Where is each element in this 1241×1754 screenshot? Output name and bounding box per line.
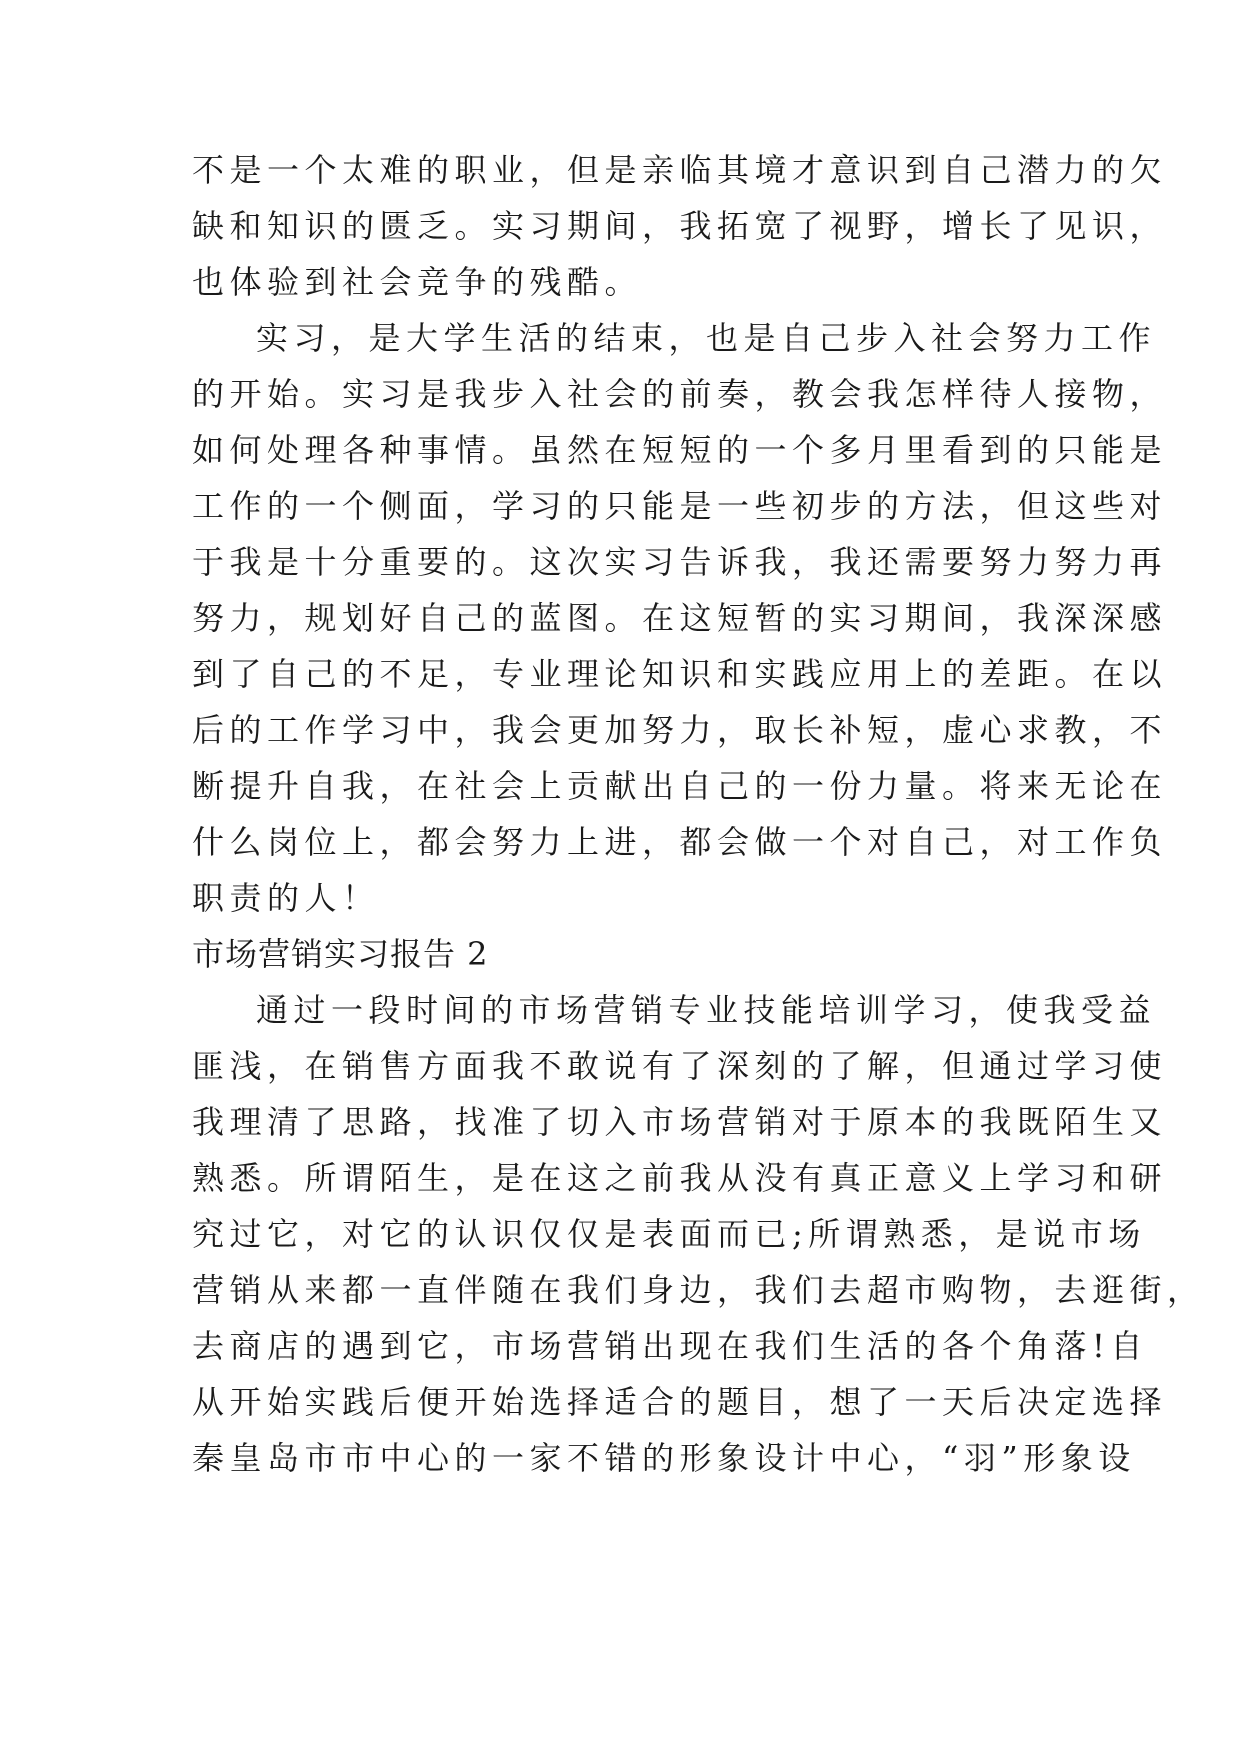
body-text-line: 缺和知识的匮乏。实习期间，我拓宽了视野，增长了见识， — [192, 207, 1168, 245]
body-text-line: 职责的人！ — [192, 879, 380, 917]
body-text-line: 的开始。实习是我步入社会的前奏，教会我怎样待人接物， — [192, 375, 1168, 413]
body-text-line: 努力，规划好自己的蓝图。在这短暂的实习期间，我深深感 — [192, 599, 1168, 637]
body-text-line: 后的工作学习中，我会更加努力，取长补短，虚心求教，不 — [192, 711, 1168, 749]
paragraph-first-line: 实习，是大学生活的结束，也是自己步入社会努力工作 — [256, 319, 1157, 357]
body-text-line: 我理清了思路，找准了切入市场营销对于原本的我既陌生又 — [192, 1103, 1168, 1141]
body-text-line: 不是一个太难的职业，但是亲临其境才意识到自己潜力的欠 — [192, 151, 1168, 189]
body-text-line: 熟悉。所谓陌生，是在这之前我从没有真正意义上学习和研 — [192, 1159, 1168, 1197]
body-text-line: 去商店的遇到它，市场营销出现在我们生活的各个角落!自 — [192, 1327, 1148, 1365]
body-text-line: 秦皇岛市市中心的一家不错的形象设计中心，“羽”形象设 — [192, 1439, 1136, 1477]
body-text-line: 什么岗位上，都会努力上进，都会做一个对自己，对工作负 — [192, 823, 1168, 861]
body-text-line: 工作的一个侧面，学习的只能是一些初步的方法，但这些对 — [192, 487, 1168, 525]
body-text-line: 到了自己的不足，专业理论知识和实践应用上的差距。在以 — [192, 655, 1168, 693]
body-text-line: 于我是十分重要的。这次实习告诉我，我还需要努力努力再 — [192, 543, 1168, 581]
body-text-line: 断提升自我，在社会上贡献出自己的一份力量。将来无论在 — [192, 767, 1168, 805]
paragraph-first-line: 通过一段时间的市场营销专业技能培训学习，使我受益 — [256, 991, 1157, 1029]
body-text-line: 营销从来都一直伴随在我们身边，我们去超市购物，去逛街， — [192, 1271, 1205, 1309]
body-text-line: 也体验到社会竞争的残酷。 — [192, 263, 643, 301]
body-text-line: 匪浅，在销售方面我不敢说有了深刻的了解，但通过学习使 — [192, 1047, 1168, 1085]
body-text-line: 究过它，对它的认识仅仅是表面而已;所谓熟悉，是说市场 — [192, 1215, 1146, 1253]
body-text-line: 从开始实践后便开始选择适合的题目，想了一天后决定选择 — [192, 1383, 1168, 1421]
section-heading: 市场营销实习报告 2 — [192, 935, 489, 973]
body-text-line: 如何处理各种事情。虽然在短短的一个多月里看到的只能是 — [192, 431, 1168, 469]
